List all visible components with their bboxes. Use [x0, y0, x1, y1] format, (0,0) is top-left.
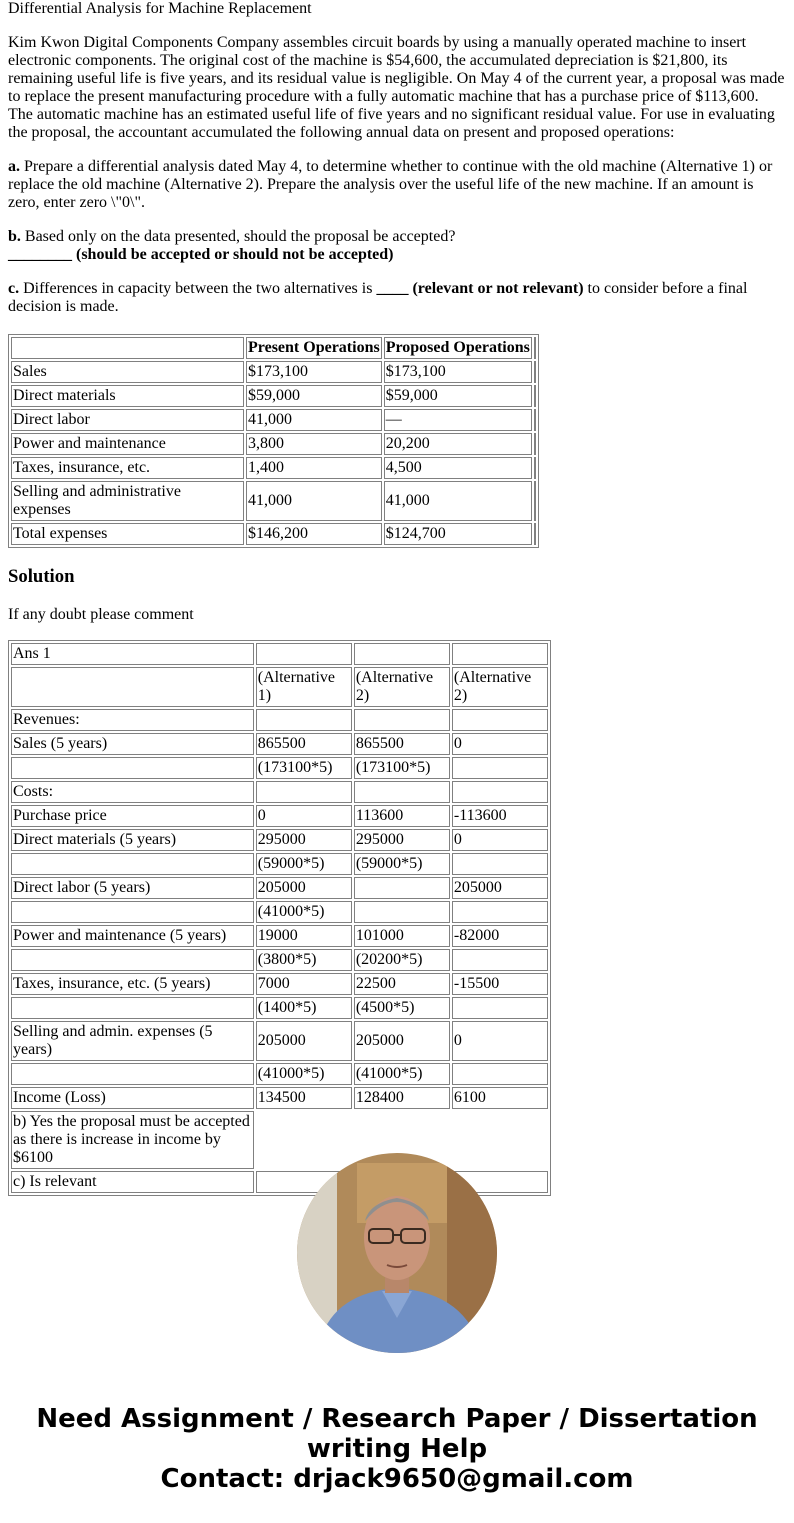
table-cell: Selling and administrative expenses	[11, 481, 244, 521]
table-header-row	[11, 337, 536, 359]
author-photo-icon	[297, 1153, 497, 1353]
table-cell	[354, 901, 450, 923]
table-cell	[11, 901, 254, 923]
table-row	[11, 523, 536, 545]
table-cell: 19000	[256, 925, 352, 947]
operations-data-table	[8, 334, 539, 548]
table-cell: Power and maintenance (5 years)	[11, 925, 254, 947]
table-cell: 41,000	[384, 481, 532, 521]
table-cell: 205000	[256, 877, 352, 899]
table-cell	[534, 523, 536, 545]
answer-c-cell: c) Is relevant	[11, 1171, 254, 1193]
table-cell: -113600	[452, 805, 548, 827]
table-cell: 128400	[354, 1087, 450, 1109]
table-row	[11, 667, 548, 707]
table-cell: -15500	[452, 973, 548, 995]
table-row	[11, 1063, 548, 1085]
table-cell: 3,800	[246, 433, 382, 455]
answer-table-body	[11, 643, 548, 1193]
table-cell: 0	[452, 733, 548, 755]
table-cell	[452, 781, 548, 803]
table-cell: Direct materials (5 years)	[11, 829, 254, 851]
author-avatar	[297, 1153, 497, 1353]
table-cell: $59,000	[384, 385, 532, 407]
table-cell: Sales (5 years)	[11, 733, 254, 755]
table-row	[11, 433, 536, 455]
table-cell	[534, 433, 536, 455]
table-cell	[534, 481, 536, 521]
table-cell: 113600	[354, 805, 450, 827]
table-cell: 865500	[354, 733, 450, 755]
table-row	[11, 997, 548, 1019]
table-cell	[452, 757, 548, 779]
question-a-label: a.	[8, 158, 20, 175]
table-cell: (20200*5)	[354, 949, 450, 971]
table-cell: 4,500	[384, 457, 532, 479]
table-cell	[534, 361, 536, 383]
table-row	[11, 781, 548, 803]
table-cell: 295000	[256, 829, 352, 851]
table-cell: (Alternative 2)	[452, 667, 548, 707]
table-cell: 205000	[452, 877, 548, 899]
table-row	[11, 361, 536, 383]
table-cell	[256, 643, 352, 665]
table-cell: (41000*5)	[256, 1063, 352, 1085]
question-c-label: c.	[8, 280, 20, 297]
question-a-text: Prepare a differential analysis dated May 4, to determine whether to continue with the old machine (Alternative 1) or replace the old machine (Alternative 2). Prepare the analysis over the useful life of the new machine. If an amount is zero, enter zero \"0\".	[8, 158, 773, 211]
table-cell	[354, 877, 450, 899]
answer-b-row	[11, 1111, 548, 1169]
table-cell: Direct labor (5 years)	[11, 877, 254, 899]
table-row	[11, 481, 536, 521]
promo-line-2: writing Help	[306, 1434, 488, 1464]
table-cell: (59000*5)	[354, 853, 450, 875]
table-row	[11, 829, 548, 851]
table-row	[11, 757, 548, 779]
question-c	[8, 280, 786, 316]
table-cell: Ans 1	[11, 643, 254, 665]
promo-contact: Contact: drjack9650@gmail.com	[160, 1464, 634, 1494]
table-header-cell	[534, 337, 536, 359]
table-cell: 205000	[256, 1021, 352, 1061]
table-cell	[534, 457, 536, 479]
table-cell: -82000	[452, 925, 548, 947]
table-cell: Direct materials	[11, 385, 244, 407]
table-row	[11, 853, 548, 875]
table-row	[11, 457, 536, 479]
table-header-cell	[11, 337, 244, 359]
table-row	[11, 925, 548, 947]
table-cell: Power and maintenance	[11, 433, 244, 455]
table-row	[11, 1021, 548, 1061]
table-cell	[354, 781, 450, 803]
table-cell: 41,000	[246, 409, 382, 431]
table-cell: (41000*5)	[256, 901, 352, 923]
table-row	[11, 973, 548, 995]
table-cell	[11, 997, 254, 1019]
table-cell: 0	[452, 829, 548, 851]
table-cell	[534, 409, 536, 431]
table-row	[11, 643, 548, 665]
table-cell	[452, 997, 548, 1019]
table-cell: 295000	[354, 829, 450, 851]
table-cell: 20,200	[384, 433, 532, 455]
table-row	[11, 409, 536, 431]
table-cell	[11, 1063, 254, 1085]
table-cell: Taxes, insurance, etc.	[11, 457, 244, 479]
question-b-label: b.	[8, 228, 21, 245]
table-cell: 101000	[354, 925, 450, 947]
table-row	[11, 385, 536, 407]
table-cell: $173,100	[246, 361, 382, 383]
table-cell: Costs:	[11, 781, 254, 803]
table-cell: 41,000	[246, 481, 382, 521]
table-cell	[11, 949, 254, 971]
table-row	[11, 901, 548, 923]
document-page	[8, 0, 786, 1196]
table-cell: (173100*5)	[256, 757, 352, 779]
question-a	[8, 158, 786, 212]
table-cell	[452, 709, 548, 731]
table-cell	[354, 643, 450, 665]
table-cell: (59000*5)	[256, 853, 352, 875]
solution-heading: Solution	[8, 566, 75, 587]
table-row	[11, 877, 548, 899]
table-cell: $173,100	[384, 361, 532, 383]
question-c-text-2: to consider before a final decision is made.	[8, 280, 748, 315]
table-cell: 865500	[256, 733, 352, 755]
table-row	[11, 805, 548, 827]
table-cell: Purchase price	[11, 805, 254, 827]
table-cell: 0	[452, 1021, 548, 1061]
problem-intro: Kim Kwon Digital Components Company assembles circuit boards by using a manually operated machine to insert electronic components. The original cost of the machine is $54,600, the accumulated depreciation is $21,800, its remaining useful life is five years, and its residual value is negligible. On May 4 of the current year, a proposal was made to replace the present manufacturing procedure with a fully automatic machine that has a purchase price of $113,600. The automatic machine has an estimated useful life of five years and no significant residual value. For use in evaluating the proposal, the accountant accumulated the following annual data on present and proposed operations:	[8, 34, 785, 141]
table-cell: Revenues:	[11, 709, 254, 731]
table-cell: (3800*5)	[256, 949, 352, 971]
table-cell: 1,400	[246, 457, 382, 479]
table-cell: Total expenses	[11, 523, 244, 545]
table-row	[11, 1087, 548, 1109]
table-cell: 205000	[354, 1021, 450, 1061]
page-title: Differential Analysis for Machine Replacement	[8, 0, 312, 17]
table-header-cell: Present Operations	[246, 337, 382, 359]
promo-banner	[0, 1404, 794, 1494]
table-cell	[11, 757, 254, 779]
table-cell: 134500	[256, 1087, 352, 1109]
table-header-cell: Proposed Operations	[384, 337, 532, 359]
table-cell: (1400*5)	[256, 997, 352, 1019]
table-cell: (173100*5)	[354, 757, 450, 779]
answer-table	[8, 640, 551, 1196]
table-cell: Direct labor	[11, 409, 244, 431]
table-row	[11, 733, 548, 755]
table-cell: $124,700	[384, 523, 532, 545]
table-cell: 6100	[452, 1087, 548, 1109]
table-cell	[452, 901, 548, 923]
solution-comment: If any doubt please comment	[8, 606, 194, 623]
table-cell: (Alternative 1)	[256, 667, 352, 707]
table-cell	[452, 949, 548, 971]
table-row	[11, 949, 548, 971]
question-c-blank: ____ (relevant or not relevant)	[376, 280, 584, 297]
promo-line-1: Need Assignment / Research Paper / Dissertation	[36, 1404, 758, 1434]
table-cell	[452, 643, 548, 665]
table-cell	[534, 385, 536, 407]
table-cell	[11, 853, 254, 875]
table-cell: Income (Loss)	[11, 1087, 254, 1109]
question-b	[8, 228, 786, 264]
table-cell	[256, 709, 352, 731]
question-b-blank: ________ (should be accepted or should not be accepted)	[8, 246, 394, 263]
table-cell	[354, 709, 450, 731]
table-row	[11, 709, 548, 731]
question-b-text: Based only on the data presented, should the proposal be accepted?	[20, 228, 456, 245]
table-cell: 22500	[354, 973, 450, 995]
table-cell: (41000*5)	[354, 1063, 450, 1085]
table-cell: Sales	[11, 361, 244, 383]
answer-b-cell: b) Yes the proposal must be accepted as there is increase in income by $6100	[11, 1111, 254, 1169]
table-cell	[256, 781, 352, 803]
table-cell	[452, 853, 548, 875]
table-cell: 7000	[256, 973, 352, 995]
table-cell: (Alternative 2)	[354, 667, 450, 707]
table-cell: 0	[256, 805, 352, 827]
table-cell: —	[384, 409, 532, 431]
table-cell: Selling and admin. expenses (5 years)	[11, 1021, 254, 1061]
table-cell: $59,000	[246, 385, 382, 407]
table-cell: (4500*5)	[354, 997, 450, 1019]
table-cell	[11, 667, 254, 707]
table-cell: $146,200	[246, 523, 382, 545]
table-cell: Taxes, insurance, etc. (5 years)	[11, 973, 254, 995]
question-c-text-1: Differences in capacity between the two alternatives is	[19, 280, 377, 297]
table-cell	[452, 1063, 548, 1085]
